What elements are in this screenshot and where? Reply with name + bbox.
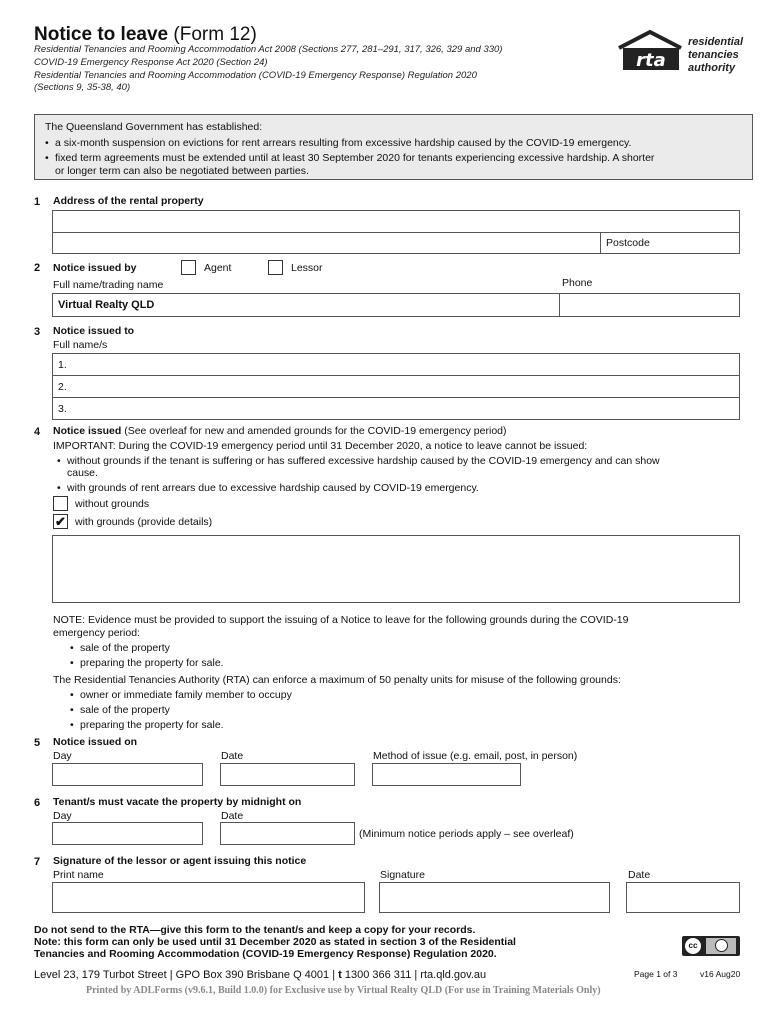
evidence-note: NOTE: Evidence must be provided to support the issuing of a Notice to leave for the following grounds during the COVID-19 — [53, 614, 629, 626]
vacate-date-field[interactable] — [220, 822, 355, 845]
footer-warning-2: Note: this form can only be used until 31 December 2020 as stated in section 3 of the Residential — [34, 936, 516, 948]
with-grounds-checkbox[interactable]: ✔ — [53, 514, 68, 529]
section-3-number: 3 — [34, 326, 41, 338]
cc-icon: cc — [685, 938, 701, 954]
grounds-details-field[interactable] — [52, 535, 740, 603]
vacate-day-field[interactable] — [52, 822, 203, 845]
section-7-label: Signature of the lessor or agent issuing this notice — [53, 855, 307, 867]
sign-date-label: Date — [628, 869, 651, 881]
evidence-note-cont: emergency period: — [53, 627, 140, 639]
act-line-2: COVID-19 Emergency Response Act 2020 (Section 24) — [34, 57, 268, 68]
info-bullet-2-cont: or longer term can also be negotiated between parties. — [55, 165, 309, 177]
section-2-label: Notice issued by — [53, 262, 137, 274]
penalty-bullet-3: preparing the property for sale. — [80, 719, 224, 731]
important-text: IMPORTANT: During the COVID-19 emergency period until 31 December 2020, a notice to leave cannot be issued: — [53, 440, 588, 452]
printed-by-notice: Printed by ADLForms (v9.6.1, Build 1.0.0) for Exclusive use by Virtual Realty QLD (For use in Training Materials Only) — [86, 985, 601, 996]
print-name-label: Print name — [53, 869, 104, 881]
address-line-2[interactable] — [52, 232, 601, 254]
logo-text: residential tenancies authority — [688, 36, 744, 74]
note-bullet-2: preparing the property for sale. — [80, 657, 224, 669]
penalty-bullet-2: sale of the property — [80, 704, 170, 716]
issue-method-field[interactable] — [372, 763, 521, 786]
fullnames-label: Full name/s — [53, 339, 108, 351]
with-grounds-label: with grounds (provide details) — [75, 516, 213, 528]
agent-checkbox[interactable] — [181, 260, 196, 275]
issuer-name-field[interactable] — [52, 293, 560, 317]
issued-day-field[interactable] — [52, 763, 203, 786]
act-line-1: Residential Tenancies and Rooming Accommodation Act 2008 (Sections 277, 281–291, 317, 326, 329 and 330) — [34, 44, 503, 55]
sign-date-field[interactable] — [626, 882, 740, 913]
fullname-label: Full name/trading name — [53, 279, 164, 291]
without-grounds-label: without grounds — [75, 498, 150, 510]
form-number: (Form 12) — [173, 24, 257, 45]
section-5-number: 5 — [34, 737, 41, 749]
section-5-label: Notice issued on — [53, 736, 138, 748]
phone-label: Phone — [562, 277, 593, 289]
logo-mark: rta — [636, 50, 666, 71]
lessor-label: Lessor — [291, 262, 323, 274]
important-bullet-1: without grounds if the tenant is suffering or has suffered excessive hardship caused by the COVID-19 emergency and can show — [67, 455, 660, 467]
by-icon — [706, 938, 736, 954]
minimum-notice-note: (Minimum notice periods apply – see overleaf) — [359, 828, 574, 840]
rta-logo — [615, 28, 685, 79]
section-4-label: Notice issued (See overleaf for new and amended grounds for the COVID-19 emergency period) — [53, 425, 507, 437]
info-bullet-1: a six-month suspension on evictions for rent arrears resulting from excessive hardship caused by the COVID-19 emergency. — [55, 137, 632, 149]
tenant-name-3[interactable]: 3. — [52, 397, 740, 420]
section-3-label: Notice issued to — [53, 325, 135, 337]
rta-penalty-note: The Residential Tenancies Authority (RTA) can enforce a maximum of 50 penalty units for misuse of the following grounds: — [53, 674, 621, 686]
phone-field[interactable] — [559, 293, 740, 317]
vacate-date-label: Date — [221, 810, 244, 822]
version: v16 Aug20 — [700, 969, 741, 979]
section-7-number: 7 — [34, 856, 41, 868]
postcode-field[interactable] — [600, 232, 740, 254]
act-line-4: (Sections 9, 35-38, 40) — [34, 82, 131, 93]
print-name-field[interactable] — [52, 882, 365, 913]
info-intro: The Queensland Government has established: — [45, 121, 263, 133]
important-bullet-2: with grounds of rent arrears due to excessive hardship caused by COVID-19 emergency. — [67, 482, 479, 494]
info-bullet-2: fixed term agreements must be extended until at least 30 September 2020 for tenants experiencing excessive hardship. A shorter — [55, 152, 655, 164]
address-line-1[interactable] — [52, 210, 740, 233]
cc-by-badge — [682, 936, 740, 956]
section-6-label: Tenant/s must vacate the property by midnight on — [53, 796, 302, 808]
important-bullet-1-cont: cause. — [67, 467, 98, 479]
lessor-checkbox[interactable] — [268, 260, 283, 275]
issued-date-field[interactable] — [220, 763, 355, 786]
covid-info-box — [34, 114, 753, 180]
without-grounds-checkbox[interactable] — [53, 496, 68, 511]
issue-method-label: Method of issue (e.g. email, post, in person) — [373, 750, 578, 762]
page-number: Page 1 of 3 — [634, 969, 678, 979]
footer-warning-3: Tenancies and Rooming Accommodation (COVID-19 Emergency Response) Regulation 2020. — [34, 948, 497, 960]
section-1-number: 1 — [34, 196, 41, 208]
page-title: Notice to leave (Form 12) — [34, 24, 257, 45]
vacate-day-label: Day — [53, 810, 72, 822]
section-1-label: Address of the rental property — [53, 195, 204, 207]
section-6-number: 6 — [34, 797, 41, 809]
postcode-label: Postcode — [606, 237, 650, 249]
agent-label: Agent — [204, 262, 232, 274]
signature-label: Signature — [380, 869, 425, 881]
issued-date-label: Date — [221, 750, 244, 762]
signature-field[interactable] — [379, 882, 610, 913]
tenant-name-1[interactable]: 1. — [52, 353, 740, 376]
penalty-bullet-1: owner or immediate family member to occupy — [80, 689, 292, 701]
issued-day-label: Day — [53, 750, 72, 762]
footer-warning-1: Do not send to the RTA—give this form to the tenant/s and keep a copy for your records. — [34, 924, 476, 936]
act-line-3: Residential Tenancies and Rooming Accommodation (COVID-19 Emergency Response) Regulation 2020 — [34, 70, 477, 81]
footer-address: Level 23, 179 Turbot Street | GPO Box 390 Brisbane Q 4001 | t 1300 366 311 | rta.qld.gov.au — [34, 969, 487, 981]
issuer-name-value: Virtual Realty QLD — [58, 299, 155, 311]
note-bullet-1: sale of the property — [80, 642, 170, 654]
section-2-number: 2 — [34, 262, 41, 274]
section-4-number: 4 — [34, 426, 41, 438]
tenant-name-2[interactable]: 2. — [52, 375, 740, 398]
